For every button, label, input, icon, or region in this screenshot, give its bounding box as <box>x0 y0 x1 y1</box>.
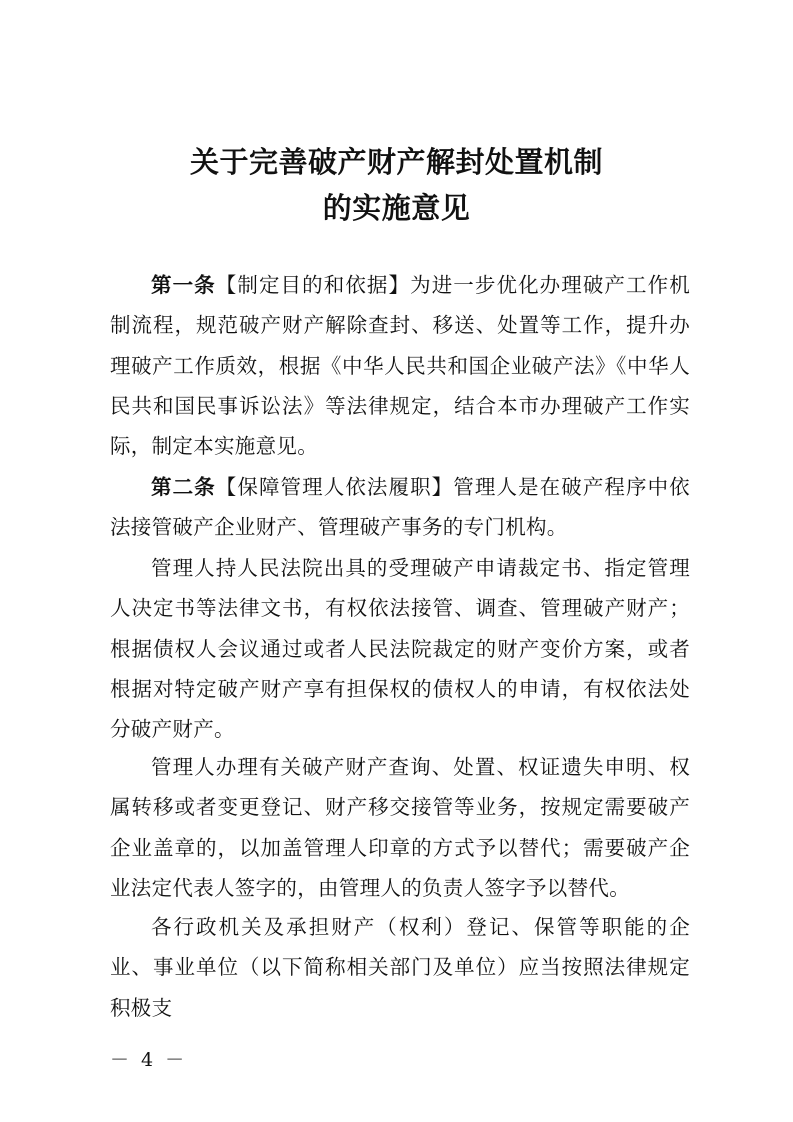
article-2-paragraph <box>110 467 690 548</box>
article-1-text: 为进一步优化办理破产工作机制流程，规范破产财产解除查封、移送、处置等工作，提升办理破产工作质效，根据《中华人民共和国企业破产法》《中华人民共和国民事诉讼法》等法律规定，结合本市办理破产工作实际，制定本实施意见。 <box>110 273 691 459</box>
body-paragraph <box>110 747 690 908</box>
article-1-paragraph <box>110 265 690 466</box>
document-title-line-2: 的实施意见 <box>322 191 471 225</box>
page-number: － 4 － <box>110 1049 188 1071</box>
document-title-line-1: 关于完善破产财产解封处置机制 <box>189 145 603 179</box>
paragraph-text: 管理人办理有关破产财产查询、处置、权证遗失申明、权属转移或者变更登记、财产移交接管等业务，按规定需要破产企业盖章的，以加盖管理人印章的方式予以替代；需要破产企业法定代表人签字的，由管理人的负责人签字予以替代。 <box>110 755 690 900</box>
article-2-text: 管理人是在破产程序中依法接管破产企业财产、管理破产事务的专门机构。 <box>110 475 690 540</box>
paragraph-text: 管理人持人民法院出具的受理破产申请裁定书、指定管理人决定书等法律文书，有权依法接管、调查、管理破产财产；根据债权人会议通过或者人民法院裁定的财产变价方案，或者根据对特定破产财产享有担保权的债权人的申请，有权依法处分破产财产。 <box>110 556 690 742</box>
paragraph-text: 各行政机关及承担财产（权利）登记、保管等职能的企业、事业单位（以下简称相关部门及单位）应当按照法律规定积极支 <box>110 915 690 1020</box>
article-1-number: 第一条 <box>151 273 216 297</box>
article-2-number: 第二条 <box>151 475 216 499</box>
body-paragraph <box>110 907 690 1028</box>
article-2-heading: 【保障管理人依法履职】 <box>215 475 454 499</box>
article-1-heading: 【制定目的和依据】 <box>215 273 411 297</box>
body-paragraph <box>110 548 690 749</box>
